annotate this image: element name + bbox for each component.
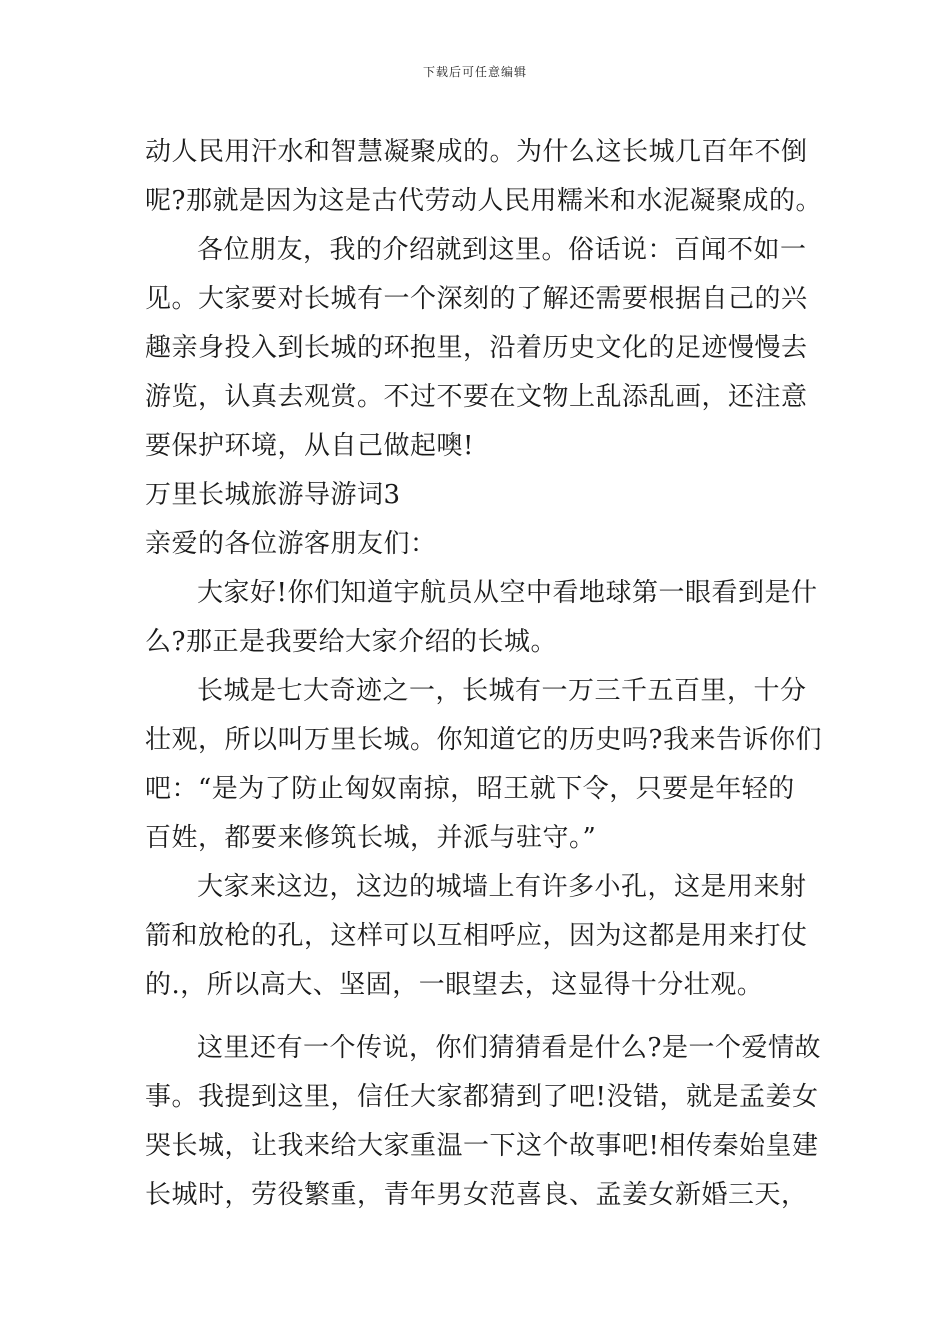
- text-line: 长城时，劳役繁重，青年男女范喜良、孟姜女新婚三天，: [145, 1180, 808, 1210]
- text-line: 这里还有一个传说，你们猜猜看是什么?是一个爱情故: [197, 1033, 821, 1063]
- text-line: 大家好!你们知道宇航员从空中看地球第一眼看到是什: [197, 578, 818, 608]
- text-line: 箭和放枪的孔，这样可以互相呼应，因为这都是用来打仗: [145, 921, 808, 951]
- text-line: 事。我提到这里，信任大家都猜到了吧!没错，就是孟姜女: [145, 1082, 819, 1112]
- section-title: 万里长城旅游导游词3: [145, 480, 401, 510]
- text-line: 呢?那就是因为这是古代劳动人民用糯米和水泥凝聚成的。: [145, 186, 822, 216]
- paragraph-6: [145, 1024, 821, 1220]
- paragraph-spacer: [145, 1010, 807, 1024]
- salutation: 亲爱的各位游客朋友们：: [145, 529, 437, 559]
- page-header: 下载后可任意编辑: [422, 65, 527, 79]
- paragraph-1: [145, 128, 822, 226]
- paragraph-3: [145, 569, 818, 667]
- text-line: 游览，认真去观赏。不过不要在文物上乱添乱画，还注意: [145, 382, 808, 412]
- paragraph-5: [145, 863, 807, 1010]
- text-line: 趣亲身投入到长城的环抱里，沿着历史文化的足迹慢慢去: [145, 333, 808, 363]
- paragraph-4: [145, 667, 822, 863]
- text-line: 百姓，都要来修筑长城，并派与驻守。”: [145, 823, 597, 853]
- text-line: 各位朋友，我的介绍就到这里。俗话说：百闻不如一: [197, 235, 807, 265]
- text-line: 的.，所以高大、坚固，一眼望去，这显得十分壮观。: [145, 970, 764, 1000]
- text-line: 大家来这边，这边的城墙上有许多小孔，这是用来射: [197, 872, 807, 902]
- paragraph-2: [145, 226, 807, 471]
- text-line: 长城是七大奇迹之一，长城有一万三千五百里，十分: [197, 676, 807, 706]
- text-line: 见。大家要对长城有一个深刻的了解还需要根据自己的兴: [145, 284, 808, 314]
- document-body: [145, 128, 822, 1220]
- text-line: 哭长城，让我来给大家重温一下这个故事吧!相传秦始皇建: [145, 1131, 819, 1161]
- text-line: 吧：“是为了防止匈奴南掠，昭王就下令，只要是年轻的: [145, 774, 795, 804]
- text-line: 壮观，所以叫万里长城。你知道它的历史吗?我来告诉你们: [145, 725, 822, 755]
- text-line: 要保护环境，从自己做起噢!: [145, 431, 474, 461]
- text-line: 么?那正是我要给大家介绍的长城。: [145, 627, 557, 657]
- text-line: 动人民用汗水和智慧凝聚成的。为什么这长城几百年不倒: [145, 137, 808, 167]
